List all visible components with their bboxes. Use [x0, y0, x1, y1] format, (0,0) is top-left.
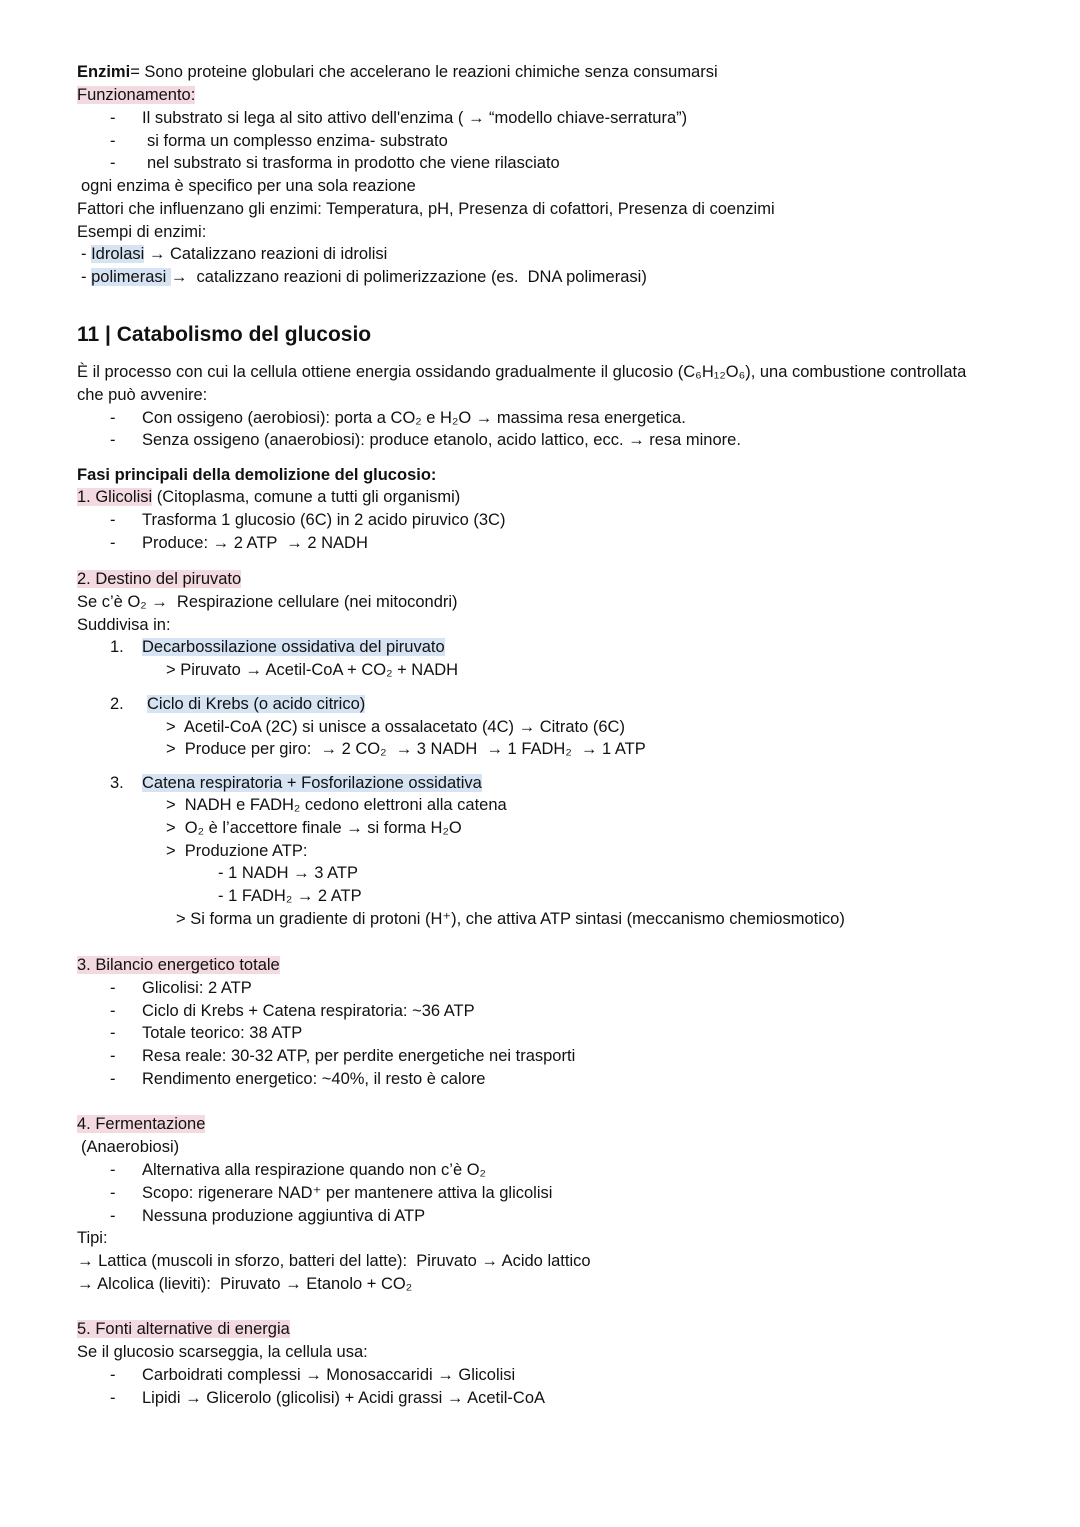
text-line: [77, 198, 775, 220]
text-line: [142, 532, 368, 554]
bullet-dash: -: [110, 534, 116, 552]
text-line: [77, 568, 241, 590]
text-line: [142, 1045, 575, 1067]
text-line: [142, 1159, 486, 1181]
bullet-dash: -: [110, 1070, 116, 1088]
text-line: [142, 636, 445, 658]
text-line: [81, 243, 387, 265]
bullet-dash: -: [110, 109, 116, 127]
highlighted-text: polimerasi: [91, 268, 171, 286]
text-segment: Rendimento energetico: ~40%, il resto è calore: [142, 1070, 486, 1088]
bullet-dash: -: [110, 1047, 116, 1065]
text-segment: > Produzione ATP:: [166, 842, 308, 860]
highlighted-text: 2. Destino del piruvato: [77, 570, 242, 588]
text-line: [218, 862, 358, 884]
text-segment: Se c’è O₂ → Respirazione cellulare (nei mitocondri): [77, 593, 458, 611]
highlighted-text: 3. Bilancio energetico totale: [77, 956, 280, 974]
text-line: [166, 659, 458, 681]
text-segment: → catalizzano reazioni di polimerizzazione (es. DNA polimerasi): [170, 268, 647, 286]
text-line: [77, 1273, 412, 1295]
text-line: [147, 130, 448, 152]
highlighted-text: 5. Fonti alternative di energia: [77, 1320, 290, 1338]
highlighted-text: 1. Glicolisi: [77, 488, 153, 506]
bullet-dash: -: [110, 154, 116, 172]
text-line: [81, 266, 647, 288]
text-segment: Con ossigeno (aerobiosi): porta a CO₂ e H₂O → massima resa energetica.: [142, 409, 686, 427]
highlighted-text: Idrolasi: [91, 245, 145, 263]
text-line: [77, 464, 436, 486]
list-number: 2.: [110, 695, 124, 713]
text-segment: Produce: → 2 ATP → 2 NADH: [142, 534, 368, 552]
text-segment: nel substrato si trasforma in prodotto che viene rilasciato: [147, 154, 560, 172]
text-segment: = Sono proteine globulari che accelerano le reazioni chimiche senza consumarsi: [130, 63, 718, 81]
text-line: [142, 772, 482, 794]
bullet-dash: -: [110, 1207, 116, 1225]
text-segment: È il processo con cui la cellula ottiene energia ossidando gradualmente il glucosio (C₆H₁₂O₆), una combustione controllata: [77, 363, 967, 381]
text-segment: Senza ossigeno (anaerobiosi): produce etanolo, acido lattico, ecc. → resa minore.: [142, 431, 741, 449]
text-line: [77, 954, 280, 976]
text-segment: Glicolisi: 2 ATP: [142, 979, 252, 997]
text-line: [142, 407, 686, 429]
text-segment: - 1 FADH₂ → 2 ATP: [218, 887, 362, 905]
text-segment: ogni enzima è specifico per una sola reazione: [81, 177, 416, 195]
text-line: [142, 1068, 486, 1090]
text-segment: 11 | Catabolismo del glucosio: [77, 323, 372, 346]
bullet-dash: -: [110, 132, 116, 150]
text-line: [77, 591, 458, 613]
text-segment: > Produce per giro: → 2 CO₂ → 3 NADH → 1 FADH₂ → 1 ATP: [166, 740, 646, 758]
text-segment: - 1 NADH → 3 ATP: [218, 864, 358, 882]
text-line: [77, 1113, 205, 1135]
text-line: [77, 1250, 591, 1272]
text-line: [142, 977, 252, 999]
bullet-dash: -: [110, 1184, 116, 1202]
text-line: [147, 152, 560, 174]
text-line: [176, 908, 845, 930]
list-number: 3.: [110, 774, 124, 792]
text-line: [218, 885, 362, 907]
text-segment: Nessuna produzione aggiuntiva di ATP: [142, 1207, 426, 1225]
bullet-dash: -: [110, 979, 116, 997]
text-line: [77, 84, 195, 106]
text-line: [142, 1387, 545, 1409]
text-line: [147, 693, 365, 715]
text-segment: > NADH e FADH₂ cedono elettroni alla catena: [166, 796, 507, 814]
bullet-dash: -: [110, 1024, 116, 1042]
text-segment: (Citoplasma, comune a tutti gli organismi): [152, 488, 461, 506]
text-segment: Totale teorico: 38 ATP: [142, 1024, 303, 1042]
text-segment: Carboidrati complessi → Monosaccaridi → Glicolisi: [142, 1366, 516, 1384]
highlighted-text: Decarbossilazione ossidativa del piruvato: [142, 638, 445, 656]
text-segment: > Si forma un gradiente di protoni (H⁺), che attiva ATP sintasi (meccanismo chemiosmotico): [176, 910, 845, 928]
text-segment: (Anaerobiosi): [81, 1138, 180, 1156]
text-segment: Il substrato si lega al sito attivo dell'enzima ( → “modello chiave-serratura”): [142, 109, 688, 127]
highlighted-text: Funzionamento:: [77, 86, 196, 104]
text-segment: → Catalizzano reazioni di idrolisi: [144, 245, 388, 263]
text-segment: Resa reale: 30-32 ATP, per perdite energetiche nei trasporti: [142, 1047, 576, 1065]
text-line: [166, 817, 462, 839]
text-line: [142, 1022, 302, 1044]
bullet-dash: -: [110, 409, 116, 427]
bullet-dash: -: [110, 431, 116, 449]
bullet-dash: -: [110, 1002, 116, 1020]
text-line: [81, 175, 416, 197]
text-line: [77, 1341, 368, 1363]
text-line: [142, 1205, 425, 1227]
text-line: [81, 1136, 179, 1158]
highlighted-text: 4. Fermentazione: [77, 1115, 206, 1133]
text-line: [142, 1000, 475, 1022]
text-line: [142, 107, 687, 129]
bullet-dash: -: [110, 1389, 116, 1407]
text-segment: Suddivisa in:: [77, 616, 171, 634]
text-segment: Se il glucosio scarseggia, la cellula usa:: [77, 1343, 368, 1361]
text-line: [166, 738, 646, 760]
text-segment: si forma un complesso enzima- substrato: [147, 132, 448, 150]
text-line: [77, 486, 460, 508]
text-segment: Alternativa alla respirazione quando non c’è O₂: [142, 1161, 486, 1179]
bold-text: Enzimi: [77, 63, 131, 81]
text-line: [166, 840, 307, 862]
text-line: [77, 1318, 290, 1340]
text-segment: Trasforma 1 glucosio (6C) in 2 acido piruvico (3C): [142, 511, 506, 529]
text-segment: Lipidi → Glicerolo (glicolisi) + Acidi grassi → Acetil-CoA: [142, 1389, 546, 1407]
text-line: [77, 361, 966, 383]
list-number: 1.: [110, 638, 124, 656]
text-line: [77, 614, 171, 636]
text-segment: Esempi di enzimi:: [77, 223, 207, 241]
text-line: [142, 1364, 515, 1386]
bullet-dash: -: [110, 1366, 116, 1384]
text-line: [142, 1182, 552, 1204]
text-segment: > Piruvato → Acetil-CoA + CO₂ + NADH: [166, 661, 459, 679]
text-line: [77, 61, 718, 83]
text-line: [77, 221, 206, 243]
text-line: [142, 509, 505, 531]
text-segment: Fattori che influenzano gli enzimi: Temperatura, pH, Presenza di cofattori, Presenza di coenzimi: [77, 200, 775, 218]
highlighted-text: Catena respiratoria + Fosforilazione ossidativa: [142, 774, 482, 792]
text-line: [142, 429, 741, 451]
text-line: [77, 1227, 108, 1249]
bullet-dash: -: [110, 511, 116, 529]
highlighted-text: Ciclo di Krebs (o acido citrico): [147, 695, 366, 713]
section-heading: [77, 321, 371, 349]
text-segment: → Alcolica (lieviti): Piruvato → Etanolo + CO₂: [77, 1275, 413, 1293]
bold-text: Fasi principali della demolizione del glucosio:: [77, 466, 437, 484]
text-line: [77, 384, 207, 406]
text-segment: Tipi:: [77, 1229, 108, 1247]
text-segment: che può avvenire:: [77, 386, 208, 404]
text-segment: > O₂ è l’accettore finale → si forma H₂O: [166, 819, 462, 837]
text-line: [166, 716, 625, 738]
text-segment: Ciclo di Krebs + Catena respiratoria: ~36 ATP: [142, 1002, 475, 1020]
text-segment: -: [81, 268, 92, 286]
text-segment: > Acetil-CoA (2C) si unisce a ossalacetato (4C) → Citrato (6C): [166, 718, 625, 736]
text-segment: Scopo: rigenerare NAD⁺ per mantenere attiva la glicolisi: [142, 1184, 553, 1202]
text-segment: -: [81, 245, 92, 263]
text-line: [166, 794, 507, 816]
bullet-dash: -: [110, 1161, 116, 1179]
text-segment: → Lattica (muscoli in sforzo, batteri del latte): Piruvato → Acido lattico: [77, 1252, 591, 1270]
